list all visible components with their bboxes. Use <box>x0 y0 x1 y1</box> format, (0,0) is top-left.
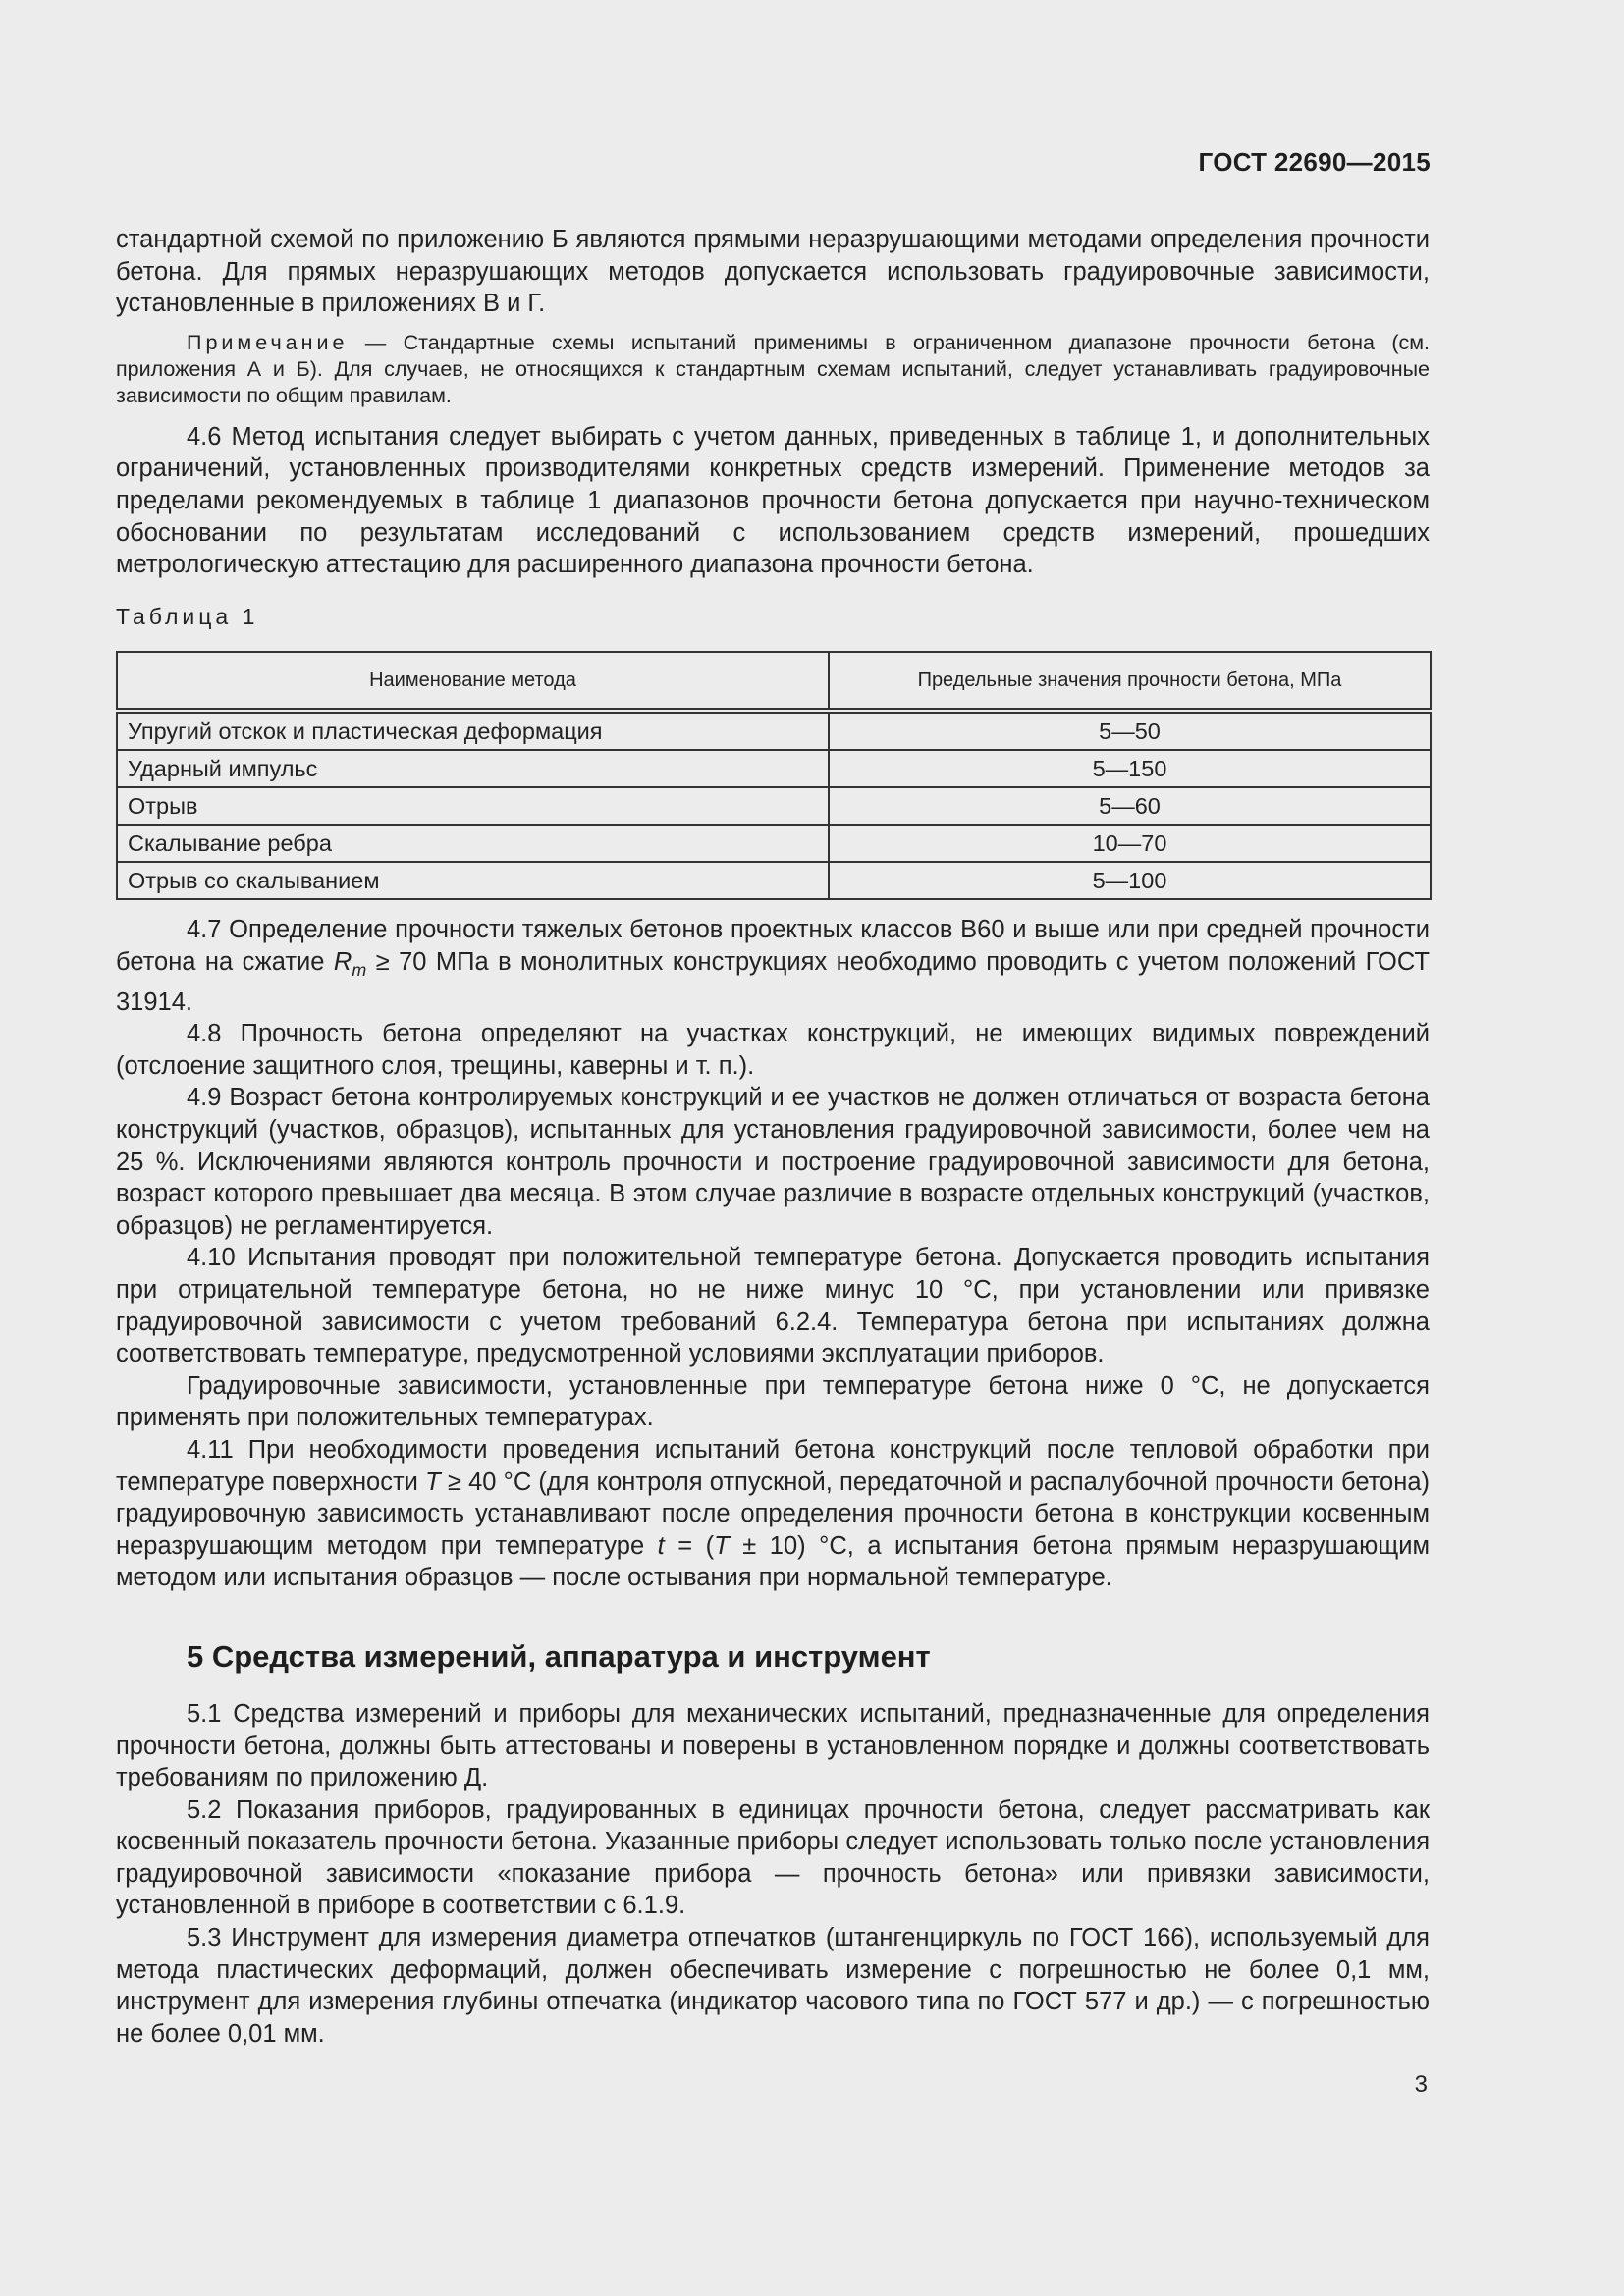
document-code-header: ГОСТ 22690—2015 <box>1198 147 1431 177</box>
table-row <box>117 711 1431 750</box>
paragraph-4-9: 4.9 Возраст бетона контролируемых конструкций и ее участков не должен отличаться от возраста бетона конструкций (участков, образцов), испытанных для установления градуировочной зависимости, более чем на 25 %. Исключениями являются контроль прочности и построение градуировочной зависимости для бетона, возраст которого превышает два месяца. В этом случае различие в возрасте отдельных конструкций (участков, образцов) не регламентируется. <box>116 1084 1430 1240</box>
p47-subscript: m <box>352 960 367 981</box>
p411-symbol-T: T <box>425 1468 441 1496</box>
table-header-row <box>117 652 1431 711</box>
table-cell-value: 5—100 <box>829 862 1431 899</box>
p411-text-a: 4.11 При необходимости проведения испытаний бетона конструкций после тепловой обработки при температуре поверхности <box>116 1435 1430 1496</box>
p411-symbol-t: t <box>657 1531 665 1560</box>
table-cell-value: 5—50 <box>829 711 1431 750</box>
section-5-heading: 5 Средства измерений, аппаратура и инструмент <box>187 1638 931 1674</box>
p47-symbol: R <box>333 947 352 976</box>
paragraph-4-6: 4.6 Метод испытания следует выбирать с учетом данных, приведенных в таблице 1, и дополнительных ограничений, установленных производителями конкретных средств измерений. Применение методов за пределами рекомендуемых в таблице 1 диапазонов прочности бетона допускается при научно-техническом обосновании по результатам исследований с использованием средств измерений, прошедших метрологическую аттестацию для расширенного диапазона прочности бетона. <box>116 422 1430 579</box>
paragraph-4-10: 4.10 Испытания проводят при положительной температуре бетона. Допускается проводить испытания при отрицательной температуре бетона, но не ниже минус 10 °С, при установлении или привязке градуировочной зависимости с учетом требований 6.2.4. Температура бетона при испытаниях должна соответствовать температуре, предусмотренной условиями эксплуатации приборов. <box>116 1244 1430 1368</box>
note-text: — Стандартные схемы испытаний применимы в ограниченном диапазоне прочности бетона (см. приложения А и Б). Для случаев, не относящихся к стандартным схемам испытаний, следует устанавливать градуировочные зависимости по общим правилам. <box>116 330 1430 407</box>
table-header-method: Наименование метода <box>117 652 829 711</box>
p411-symbol-T2: T <box>714 1531 730 1560</box>
paragraph-5-1: 5.1 Средства измерений и приборы для механических испытаний, предназначенные для определения прочности бетона, должны быть аттестованы и поверены в установленном порядке и должны соответствовать требованиям по приложению Д. <box>116 1699 1430 1792</box>
note-label: Примечание <box>187 330 349 354</box>
table-1 <box>116 651 1432 900</box>
paragraph-5-3: 5.3 Инструмент для измерения диаметра отпечатков (штангенциркуль по ГОСТ 166), используемый для метода пластических деформаций, должен обеспечивать измерение с погрешностью не более 0,1 мм, инструмент для измерения глубины отпечатка (индикатор часового типа по ГОСТ 577 и др.) — с погрешностью не более 0,01 мм. <box>116 1924 1430 2048</box>
paragraph-4-8: 4.8 Прочность бетона определяют на участках конструкций, не имеющих видимых повреждений (отслоение защитного слоя, трещины, каверны и т. п.). <box>116 1020 1430 1080</box>
table-row <box>117 825 1431 862</box>
p411-text-c: = ( <box>664 1531 715 1560</box>
page-number: 3 <box>1414 2071 1428 2098</box>
paragraph-4-7 <box>116 914 1430 1018</box>
intro-paragraph: стандартной схемой по приложению Б являются прямыми неразрушающими методами определения прочности бетона. Для прямых неразрушающих методов допускается использовать градуировочные зависимости, установленные в приложениях В и Г. <box>116 226 1430 318</box>
table-cell-method: Скалывание ребра <box>117 825 829 862</box>
table-cell-value: 5—60 <box>829 787 1431 825</box>
note-paragraph <box>116 330 1430 409</box>
paragraph-4-11 <box>116 1434 1430 1594</box>
document-body <box>116 224 1430 2050</box>
table-cell-value: 10—70 <box>829 825 1431 862</box>
paragraph-5-2: 5.2 Показания приборов, градуированных в единицах прочности бетона, следует рассматривать как косвенный показатель прочности бетона. Указанные приборы следует использовать только после установления градуировочной зависимости «показание прибора — прочность бетона» или привязки зависимости, установленной в приборе в соответствии с 6.1.9. <box>116 1795 1430 1920</box>
table-row <box>117 862 1431 899</box>
table-row <box>117 787 1431 825</box>
p47-text-b: ≥ 70 МПа в монолитных конструкциях необходимо проводить с учетом положений ГОСТ 31914. <box>116 947 1430 1016</box>
table-cell-method: Ударный импульс <box>117 750 829 787</box>
p411-text-d: ± 10) °С, а испытания бетона прямым неразрушающим методом или испытания образцов — после остывания при нормальной температуре. <box>116 1531 1431 1592</box>
table-cell-method: Упругий отскок и пластическая деформация <box>117 711 829 750</box>
table-row <box>117 750 1431 787</box>
p47-text-a: 4.7 Определение прочности тяжелых бетонов проектных классов В60 и выше или при средней прочности бетона на сжатие <box>116 916 1430 976</box>
p411-text-b: ≥ 40 °С (для контроля отпускной, передаточной и распалубочной прочности бетона) градуировочную зависимость устанавливают после определения прочности бетона в конструкции косвенным неразрушающим методом при температуре <box>116 1468 1430 1560</box>
table-cell-method: Отрыв <box>117 787 829 825</box>
table-caption: Таблица 1 <box>116 603 259 629</box>
table-cell-value: 5—150 <box>829 750 1431 787</box>
table-header-limits: Предельные значения прочности бетона, МПа <box>829 652 1431 711</box>
table-cell-method: Отрыв со скалыванием <box>117 862 829 899</box>
paragraph-4-10-continued: Градуировочные зависимости, установленные при температуре бетона ниже 0 °С, не допускается применять при положительных температурах. <box>116 1371 1430 1432</box>
